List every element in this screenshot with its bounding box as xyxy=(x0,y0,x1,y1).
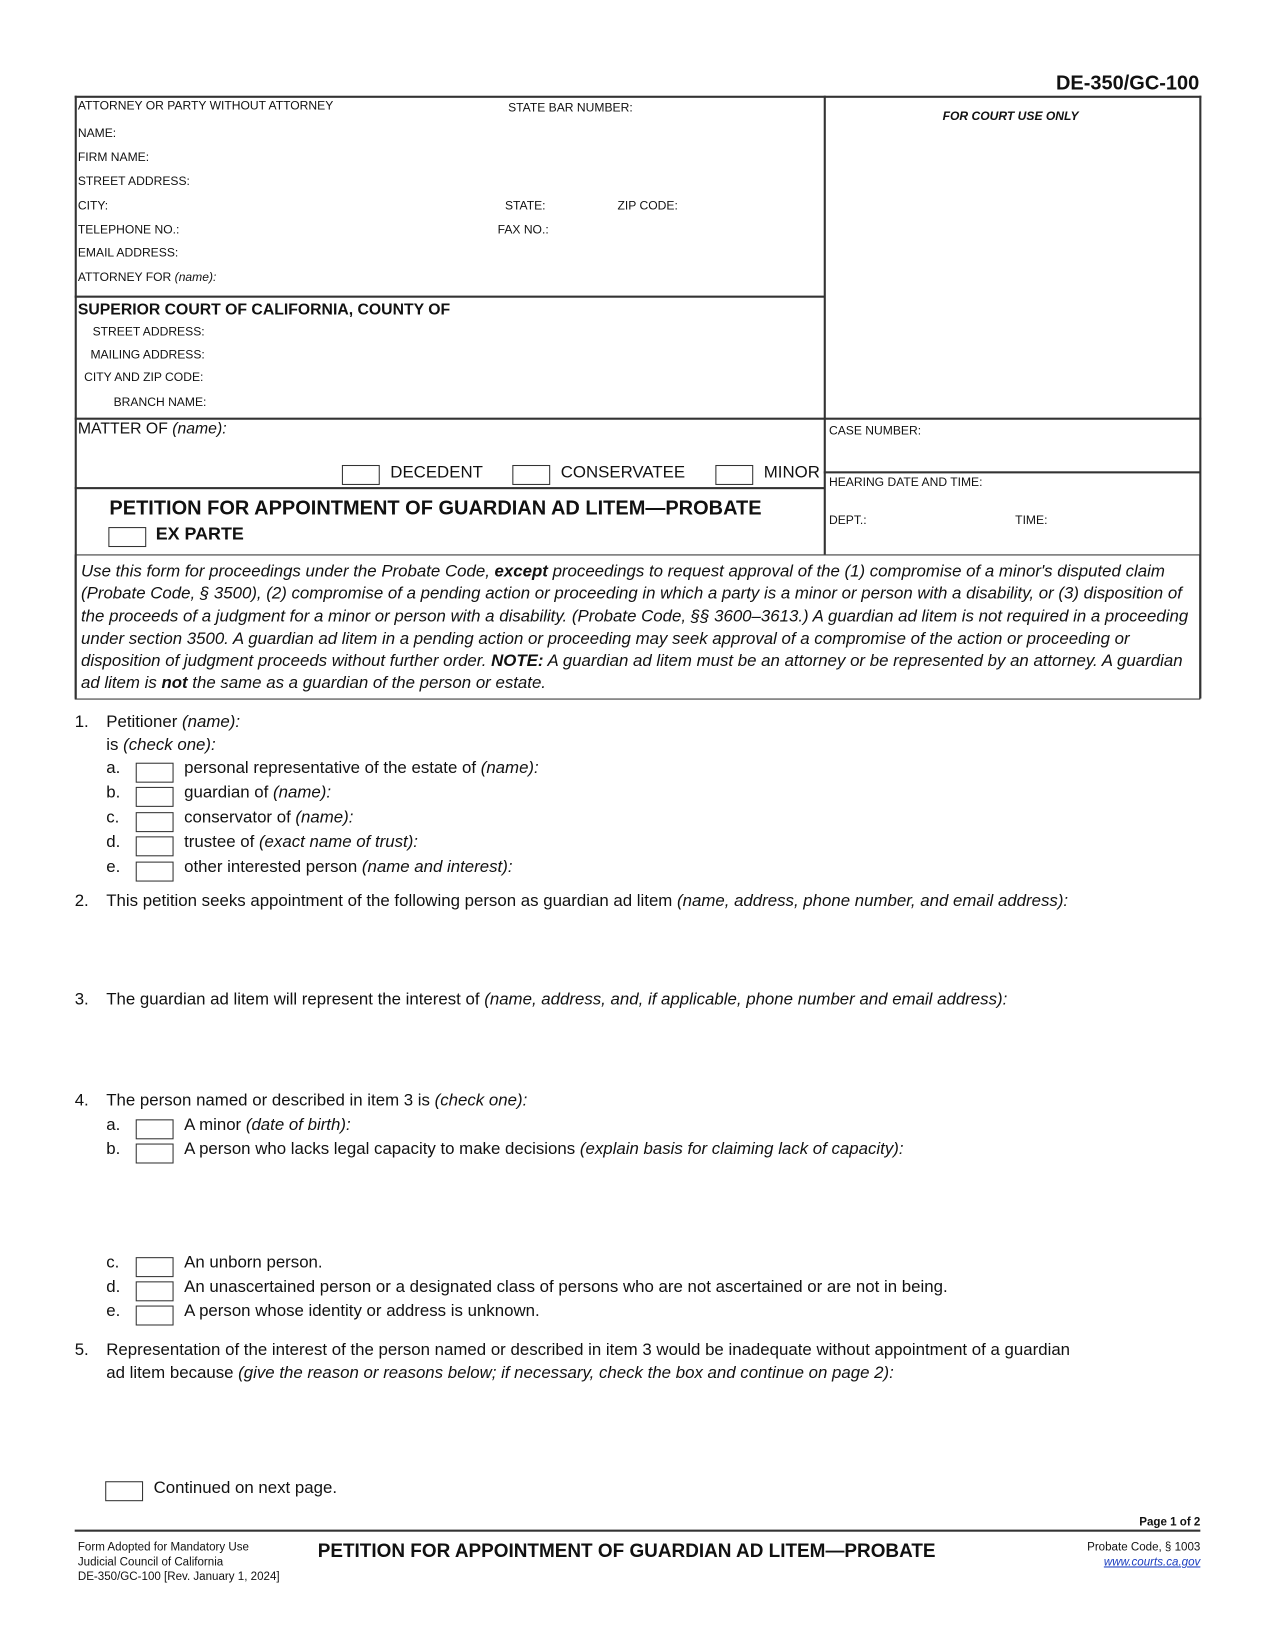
footer-left: Form Adopted for Mandatory Use Judicial Council of California DE-350/GC-100 [Rev. January 1, 2024] xyxy=(77,1541,280,1584)
attorney-for-label[interactable]: ATTORNEY FOR (name): xyxy=(77,271,217,285)
item-3-text[interactable]: The guardian ad litem will represent the interest of (name, address, and, if applicable, phone number and email address): xyxy=(106,990,1008,1009)
option-letter: c. xyxy=(106,808,120,827)
court-use-label: FOR COURT USE ONLY xyxy=(942,110,1079,124)
state-bar-label[interactable]: STATE BAR NUMBER: xyxy=(508,102,633,115)
option-letter: c. xyxy=(106,1253,120,1272)
option-label: An unborn person. xyxy=(184,1253,323,1272)
footer-title: PETITION FOR APPOINTMENT OF GUARDIAN AD LITEM—PROBATE xyxy=(317,1540,936,1562)
item-number: 5. xyxy=(74,1341,89,1360)
item-1-is: is (check one): xyxy=(106,736,216,755)
option-letter: e. xyxy=(106,858,121,877)
fax-label[interactable]: FAX NO.: xyxy=(497,224,549,237)
time-label[interactable]: TIME: xyxy=(1015,514,1048,528)
option-checkbox[interactable] xyxy=(136,763,174,783)
ex-parte-checkbox[interactable] xyxy=(108,527,146,547)
option-letter: a. xyxy=(106,1116,121,1135)
state-label[interactable]: STATE: xyxy=(504,199,546,213)
conservatee-label: CONSERVATEE xyxy=(560,463,686,482)
phone-label[interactable]: TELEPHONE NO.: xyxy=(77,224,180,237)
decedent-label: DECEDENT xyxy=(390,463,483,482)
divider xyxy=(75,487,825,489)
firm-label[interactable]: FIRM NAME: xyxy=(77,151,150,165)
option-checkbox[interactable] xyxy=(136,836,174,856)
item-4-text: The person named or described in item 3 is (check one): xyxy=(106,1091,528,1110)
option-checkbox[interactable] xyxy=(136,1257,174,1277)
option-label: personal representative of the estate of (name): xyxy=(184,759,539,778)
ex-parte-label: EX PARTE xyxy=(155,523,244,544)
name-label[interactable]: NAME: xyxy=(77,127,117,140)
option-checkbox[interactable] xyxy=(136,812,174,832)
hearing-label[interactable]: HEARING DATE AND TIME: xyxy=(828,476,983,490)
option-letter: b. xyxy=(106,783,121,802)
option-checkbox[interactable] xyxy=(136,862,174,882)
dept-label[interactable]: DEPT.: xyxy=(828,514,867,528)
court-mailing-label[interactable]: MAILING ADDRESS: xyxy=(90,349,205,362)
street-label[interactable]: STREET ADDRESS: xyxy=(77,175,190,189)
minor-label: MINOR xyxy=(763,463,820,482)
form-id: DE-350/GC-100 xyxy=(1055,72,1200,95)
option-label: trustee of (exact name of trust): xyxy=(184,833,418,852)
city-label[interactable]: CITY: xyxy=(77,199,109,213)
email-label[interactable]: EMAIL ADDRESS: xyxy=(77,247,179,260)
item-number: 2. xyxy=(74,892,89,910)
option-letter: e. xyxy=(106,1302,121,1321)
item-number: 4. xyxy=(74,1091,89,1110)
item-5-line2[interactable]: ad litem because (give the reason or reasons below; if necessary, check the box and continue on page 2): xyxy=(106,1364,894,1383)
item-5-line1: Representation of the interest of the person named or described in item 3 would be inadequate without appointment of a guardian xyxy=(106,1341,1071,1360)
option-label: An unascertained person or a designated class of persons who are not ascertained or are not in being. xyxy=(184,1278,948,1297)
divider xyxy=(824,471,1201,473)
case-number-label[interactable]: CASE NUMBER: xyxy=(828,425,922,438)
item-2-text[interactable]: This petition seeks appointment of the following person as guardian ad litem (name, address, phone number, and email address): xyxy=(106,892,1069,910)
option-checkbox[interactable] xyxy=(136,1119,174,1139)
option-label: other interested person (name and interest): xyxy=(184,858,513,877)
court-branch-label[interactable]: BRANCH NAME: xyxy=(113,396,207,410)
continued-checkbox[interactable] xyxy=(105,1481,143,1501)
item-number: 1. xyxy=(74,713,89,732)
continued-label: Continued on next page. xyxy=(153,1479,338,1497)
option-letter: d. xyxy=(106,833,121,852)
court-city-label[interactable]: CITY AND ZIP CODE: xyxy=(84,371,204,384)
option-label: A person who lacks legal capacity to make decisions (explain basis for claiming lack of capacity): xyxy=(184,1140,904,1159)
divider xyxy=(824,96,826,555)
item-number: 3. xyxy=(74,990,89,1009)
divider xyxy=(75,96,1202,98)
item-1-petitioner[interactable]: Petitioner (name): xyxy=(106,713,241,732)
option-label: A person whose identity or address is unknown. xyxy=(184,1302,540,1321)
matter-of-label[interactable]: MATTER OF (name): xyxy=(77,419,227,438)
zip-label[interactable]: ZIP CODE: xyxy=(617,199,678,213)
form-title: PETITION FOR APPOINTMENT OF GUARDIAN AD LITEM—PROBATE xyxy=(109,497,762,520)
courts-link[interactable]: www.courts.ca.gov xyxy=(1103,1555,1201,1569)
court-street-label[interactable]: STREET ADDRESS: xyxy=(92,326,205,339)
option-letter: d. xyxy=(106,1278,121,1297)
decedent-checkbox[interactable] xyxy=(342,465,380,485)
option-checkbox[interactable] xyxy=(136,1281,174,1301)
attorney-header: ATTORNEY OR PARTY WITHOUT ATTORNEY xyxy=(77,99,334,113)
option-letter: b. xyxy=(106,1140,121,1159)
minor-checkbox[interactable] xyxy=(715,465,753,485)
option-label: conservator of (name): xyxy=(184,808,354,827)
footer-divider xyxy=(75,1530,1201,1532)
option-letter: a. xyxy=(106,759,121,778)
conservatee-checkbox[interactable] xyxy=(512,465,550,485)
footer-right: Probate Code, § 1003 www.courts.ca.gov xyxy=(1087,1541,1201,1569)
option-checkbox[interactable] xyxy=(136,787,174,807)
divider xyxy=(75,418,1202,420)
court-header: SUPERIOR COURT OF CALIFORNIA, COUNTY OF xyxy=(77,300,451,319)
page-number: Page 1 of 2 xyxy=(1139,1515,1201,1529)
option-checkbox[interactable] xyxy=(136,1306,174,1326)
option-label: guardian of (name): xyxy=(184,783,332,802)
instructions-box: Use this form for proceedings under the Probate Code, except proceedings to request approval of the (1) compromise of a minor's disputed claim (Probate Code, § 3500), (2) compromise of a pending action or proceeding in which a party is a minor or person with a disability, or (3) disposition of the proceeds of a judgment for a minor or person with a disability. (Probate Code, §§ 3600–3613.) A guardian ad litem is not required in a proceeding under section 3500. A guardian ad litem in a pending action or proceeding may seek approval of a compromise of the action or proceeding or disposition of judgment proceeds without further order. NOTE: A guardian ad litem must be an attorney or be represented by an attorney. A guardian ad litem is not the same as a guardian of the person or estate. xyxy=(75,554,1201,699)
divider xyxy=(75,296,825,298)
option-label: A minor (date of birth): xyxy=(184,1116,351,1135)
option-checkbox[interactable] xyxy=(136,1144,174,1164)
